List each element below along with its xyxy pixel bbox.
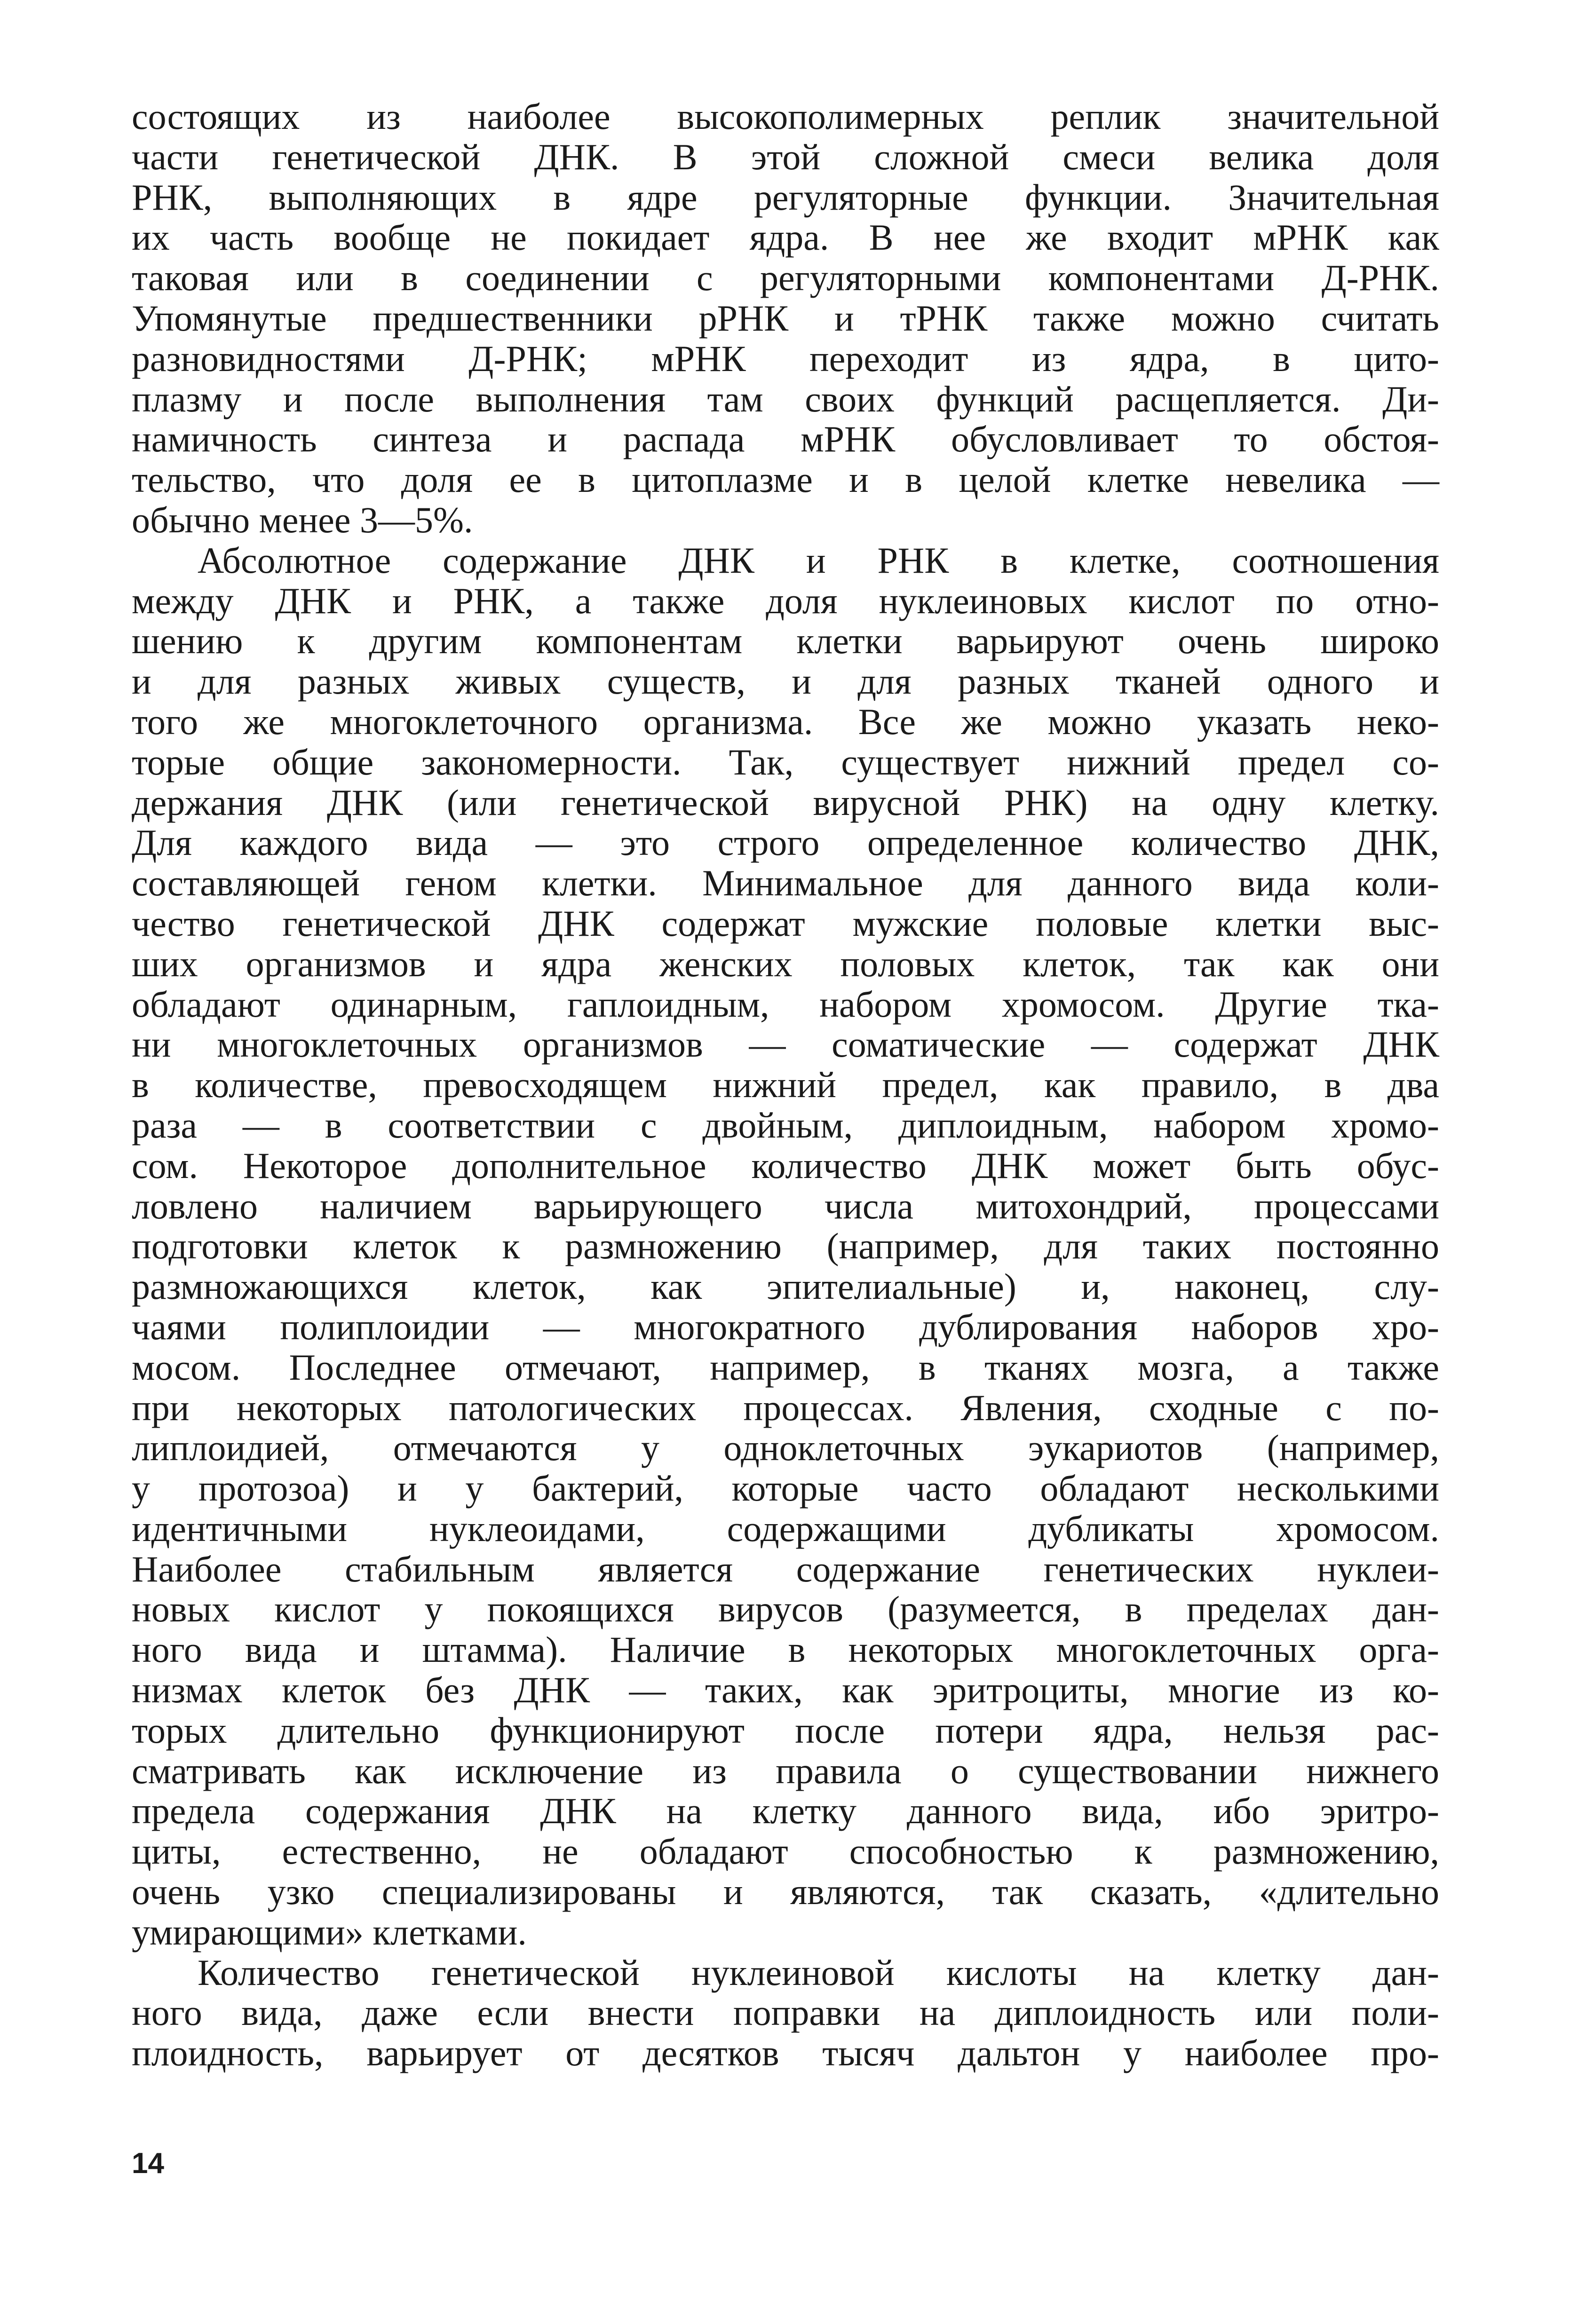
text-line: ного вида и штамма). Наличие в некоторых многоклеточных орга- bbox=[132, 1629, 1439, 1670]
text-line: идентичными нуклеоидами, содержащими дубликаты хромосом. bbox=[132, 1508, 1439, 1549]
text-line: их часть вообще не покидает ядра. В нее же входит мРНК как bbox=[132, 217, 1439, 258]
text-line: того же многоклеточного организма. Все же можно указать неко- bbox=[132, 701, 1439, 742]
text-line: ловлено наличием варьирующего числа митохондрий, процессами bbox=[132, 1185, 1439, 1226]
paragraph-1 bbox=[132, 96, 1439, 540]
text-line: Для каждого вида — это строго определенное количество ДНК, bbox=[132, 822, 1439, 863]
text-line: Наиболее стабильным является содержание генетических нуклеи- bbox=[132, 1548, 1439, 1589]
text-line: сом. Некоторое дополнительное количество ДНК может быть обус- bbox=[132, 1145, 1439, 1186]
text-line: чество генетической ДНК содержат мужские половые клетки выс- bbox=[132, 902, 1439, 944]
text-line: намичность синтеза и распада мРНК обусловливает то обстоя- bbox=[132, 419, 1439, 460]
text-line: ших организмов и ядра женских половых клеток, так как они bbox=[132, 943, 1439, 984]
text-line: обладают одинарным, гаплоидным, набором хромосом. Другие тка- bbox=[132, 983, 1439, 1025]
text-line: Количество генетической нуклеиновой кислоты на клетку дан- bbox=[198, 1952, 1439, 1993]
text-line: плоидность, варьирует от десятков тысяч дальтон у наиболее про- bbox=[132, 2032, 1439, 2074]
text-line: состоящих из наиболее высокополимерных реплик значительной bbox=[132, 96, 1439, 137]
text-line: торые общие закономерности. Так, существует нижний предел со- bbox=[132, 741, 1439, 783]
text-line: липлоидией, отмечаются у одноклеточных эукариотов (например, bbox=[132, 1427, 1439, 1469]
text-line: и для разных живых существ, и для разных тканей одного и bbox=[132, 661, 1439, 702]
text-line: у протозоа) и у бактерий, которые часто обладают несколькими bbox=[132, 1468, 1439, 1509]
text-line: обычно менее 3—5%. bbox=[132, 499, 473, 540]
text-line: при некоторых патологических процессах. Явления, сходные с по- bbox=[132, 1387, 1439, 1428]
text-line: между ДНК и РНК, а также доля нуклеиновых кислот по отно- bbox=[132, 580, 1439, 621]
text-line: держания ДНК (или генетической вирусной РНК) на одну клетку. bbox=[132, 782, 1439, 823]
text-line: разновидностями Д-РНК; мРНК переходит из ядра, в цито- bbox=[132, 338, 1439, 379]
text-line: подготовки клеток к размножению (например, для таких постоянно bbox=[132, 1225, 1439, 1267]
text-line: очень узко специализированы и являются, так сказать, «длительно bbox=[132, 1871, 1439, 1913]
text-line: размножающихся клеток, как эпителиальные) и, наконец, слу- bbox=[132, 1266, 1439, 1307]
text-line: раза — в соответствии с двойным, диплоидным, набором хромо- bbox=[132, 1104, 1439, 1146]
paragraph-2 bbox=[132, 540, 1439, 1952]
text-line: торых длительно функционируют после потери ядра, нельзя рас- bbox=[132, 1709, 1439, 1751]
text-line: сматривать как исключение из правила о существовании нижнего bbox=[132, 1750, 1439, 1791]
page-number: 14 bbox=[132, 2147, 164, 2180]
text-line: Абсолютное содержание ДНК и РНК в клетке, соотношения bbox=[198, 539, 1439, 581]
text-line: циты, естественно, не обладают способностью к размножению, bbox=[132, 1831, 1439, 1872]
text-line: предела содержания ДНК на клетку данного вида, ибо эритро- bbox=[132, 1790, 1439, 1832]
text-line: шению к другим компонентам клетки варьируют очень широко bbox=[132, 620, 1439, 662]
page-body bbox=[132, 96, 1439, 2073]
text-line: ного вида, даже если внести поправки на диплоидность или поли- bbox=[132, 1992, 1439, 2033]
text-line: умирающими» клетками. bbox=[132, 1911, 527, 1952]
text-line: части генетической ДНК. В этой сложной смеси велика доля bbox=[132, 136, 1439, 177]
text-line: ни многоклеточных организмов — соматические — содержат ДНК bbox=[132, 1024, 1439, 1065]
text-line: чаями полиплоидии — многократного дублирования наборов хро- bbox=[132, 1306, 1439, 1347]
text-line: тельство, что доля ее в цитоплазме и в целой клетке невелика — bbox=[132, 459, 1439, 500]
text-line: в количестве, превосходящем нижний предел, как правило, в два bbox=[132, 1064, 1439, 1106]
text-line: низмах клеток без ДНК — таких, как эритроциты, многие из ко- bbox=[132, 1669, 1439, 1711]
text-line: мосом. Последнее отмечают, например, в тканях мозга, а также bbox=[132, 1346, 1439, 1388]
text-line: новых кислот у покоящихся вирусов (разумеется, в пределах дан- bbox=[132, 1589, 1439, 1630]
paragraph-3 bbox=[132, 1952, 1439, 2073]
text-line: составляющей геном клетки. Минимальное для данного вида коли- bbox=[132, 862, 1439, 904]
text-line: Упомянутые предшественники рРНК и тРНК также можно считать bbox=[132, 297, 1439, 339]
text-line: таковая или в соединении с регуляторными компонентами Д-РНК. bbox=[132, 257, 1439, 299]
text-line: РНК, выполняющих в ядре регуляторные функции. Значительная bbox=[132, 176, 1439, 218]
text-line: плазму и после выполнения там своих функций расщепляется. Ди- bbox=[132, 378, 1439, 419]
